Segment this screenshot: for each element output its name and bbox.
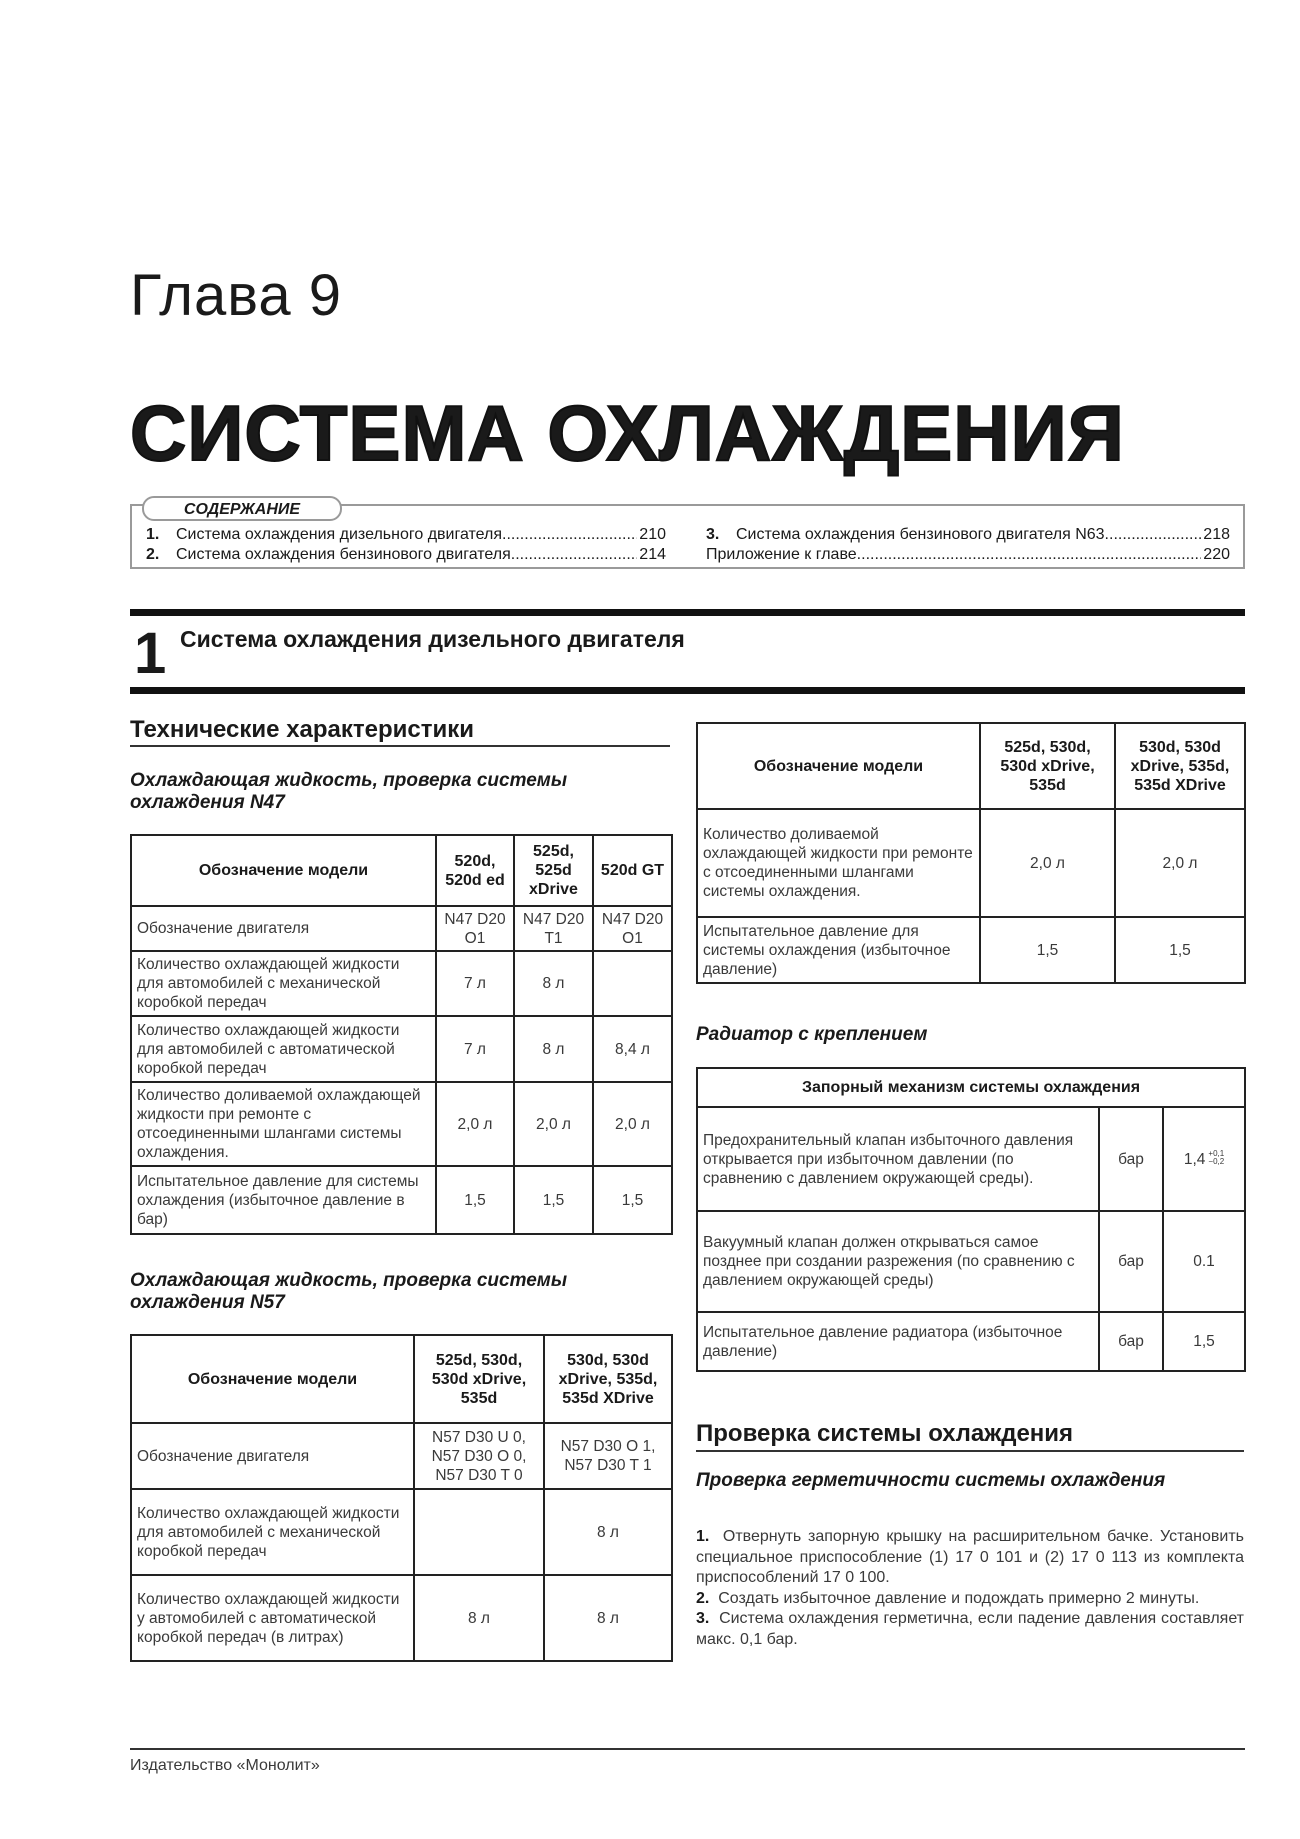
heading-rule: [130, 745, 670, 747]
table-cell: N47 D20 T1: [514, 906, 593, 951]
table-row: [131, 951, 672, 1016]
table-row: [697, 1312, 1245, 1371]
toc-dots: [502, 526, 637, 544]
check-heading: Проверка системы охлаждения: [696, 1420, 1074, 1447]
table-cell: 2,0 л: [1115, 809, 1245, 917]
table-row: [697, 1107, 1245, 1211]
table-cell: Обозначение двигателя: [131, 1423, 414, 1489]
table-row: [131, 1082, 672, 1166]
step: [696, 1527, 1244, 1589]
table-row: [697, 917, 1245, 983]
table-header-cell: 525d, 530d, 530d xDrive, 535d: [980, 723, 1115, 809]
table-row: [131, 906, 672, 951]
table-header-cell: 520d GT: [593, 835, 672, 906]
table-header-cell: 520d, 520d ed: [436, 835, 514, 906]
table-header-cell: 530d, 530d xDrive, 535d, 535d XDrive: [1115, 723, 1245, 809]
table-cell: Количество доливаемой охлаждающей жидкости при ремонте с отсоединенными шлангами системы охлаждения.: [697, 809, 980, 917]
n47-heading: Охлаждающая жидкость, проверка системы охлаждения N47: [130, 770, 568, 813]
table-row: [131, 1489, 672, 1575]
contents-label: СОДЕРЖАНИЕ: [142, 496, 342, 521]
table-header-cell: 525d, 525d xDrive: [514, 835, 593, 906]
step-number: 3.: [696, 1610, 710, 1627]
toc-item-page: 210: [639, 526, 666, 543]
table-cell: 7 л: [436, 951, 514, 1016]
table-cell: Количество доливаемой охлаждающей жидкости при ремонте с отсоединенными шлангами системы охлаждения.: [131, 1082, 436, 1166]
check-subheading: Проверка герметичности системы охлаждения: [696, 1470, 1166, 1491]
section-rule-top: [130, 609, 1245, 616]
toc-item-text: Система охлаждения бензинового двигателя: [176, 546, 511, 563]
table-cell: Количество охлаждающей жидкости у автомобилей с автоматической коробкой передач (в литрах): [131, 1575, 414, 1661]
toc-dots: [1105, 526, 1202, 544]
toc-item[interactable]: [706, 526, 1230, 544]
step-number: 2.: [696, 1589, 710, 1607]
table-cell: Количество охлаждающей жидкости для автомобилей с автоматической коробкой передач: [131, 1016, 436, 1082]
n57-heading: Охлаждающая жидкость, проверка системы охлаждения N57: [130, 1270, 568, 1313]
section-number: 1: [134, 621, 167, 686]
table-cell: 8 л: [544, 1489, 672, 1575]
toc-item-number: 3.: [706, 526, 720, 543]
toc-item-page: 218: [1203, 526, 1230, 543]
n57-table: [130, 1334, 673, 1662]
step-text: Система охлаждения герметична, если падение давления составляет макс. 0,1 бар.: [696, 1610, 1245, 1648]
toc-item-text: Система охлаждения дизельного двигателя: [176, 526, 503, 543]
table-cell: Испытательное давление радиатора (избыточное давление): [697, 1312, 1099, 1371]
table-cell-value: 1,5: [1163, 1312, 1245, 1371]
tech-heading: Технические характеристики: [130, 716, 475, 743]
table-cell: 1,5: [980, 917, 1115, 983]
table-cell: 7 л: [436, 1016, 514, 1082]
table-title: Запорный механизм системы охлаждения: [697, 1068, 1245, 1107]
step-text: Отвернуть запорную крышку на расширительном бачке. Установить специальное приспособление (1) 17 0 101 и (2) 17 0 113 из комплекта приспособлений 17 0 100.: [696, 1528, 1245, 1586]
table-cell: Вакуумный клапан должен открываться самое позднее при создании разрежения (по сравнению с давлением окружающей среды): [697, 1211, 1099, 1312]
toc-item[interactable]: [706, 546, 1230, 564]
table-cell-unit: бар: [1099, 1107, 1163, 1211]
toc-item-number: 1.: [146, 526, 160, 543]
table-row: [697, 809, 1245, 917]
table-cell: [593, 951, 672, 1016]
model-table-right: [696, 722, 1246, 984]
tolerance: [1208, 1150, 1224, 1166]
table-cell-value: 0.1: [1163, 1211, 1245, 1312]
radiator-table: [696, 1067, 1246, 1372]
table-cell: 8,4 л: [593, 1016, 672, 1082]
toc-item-page: 220: [1203, 546, 1230, 563]
tolerance-plus: +0,1: [1208, 1148, 1225, 1158]
footer-publisher: Издательство «Монолит»: [130, 1757, 320, 1774]
section-title: Система охлаждения дизельного двигателя: [180, 626, 685, 652]
table-cell: 8 л: [414, 1575, 544, 1661]
table-cell: Количество охлаждающей жидкости для автомобилей с механической коробкой передач: [131, 951, 436, 1016]
table-header-cell: Обозначение модели: [131, 1335, 414, 1423]
toc-item[interactable]: [146, 546, 666, 564]
table-row: [697, 1211, 1245, 1312]
table-cell: 2,0 л: [514, 1082, 593, 1166]
heading-rule: [696, 1450, 1244, 1452]
step: [696, 1609, 1244, 1650]
table-cell: N47 D20 O1: [436, 906, 514, 951]
table-cell-value: [1163, 1107, 1245, 1211]
table-cell: 8 л: [514, 1016, 593, 1082]
table-header-cell: 525d, 530d, 530d xDrive, 535d: [414, 1335, 544, 1423]
radiator-heading: Радиатор с креплением: [696, 1024, 928, 1045]
toc-item-text: Система охлаждения бензинового двигателя N63: [736, 526, 1105, 543]
footer-rule: [130, 1748, 1245, 1750]
table-cell: 2,0 л: [593, 1082, 672, 1166]
table-cell-unit: бар: [1099, 1312, 1163, 1371]
chapter-label: Глава 9: [130, 263, 343, 328]
table-header-cell: 530d, 530d xDrive, 535d, 535d XDrive: [544, 1335, 672, 1423]
step-number: 1.: [696, 1528, 710, 1545]
table-cell: Предохранительный клапан избыточного давления открывается при избыточном давлении (по сравнению с давлением окружающей среды).: [697, 1107, 1099, 1211]
table-cell: [414, 1489, 544, 1575]
table-cell: Испытательное давление для системы охлаждения (избыточное давление в бар): [131, 1166, 436, 1234]
toc-item-page: 214: [639, 546, 666, 563]
table-cell: 1,5: [514, 1166, 593, 1234]
table-cell: N47 D20 O1: [593, 906, 672, 951]
table-cell: 1,5: [436, 1166, 514, 1234]
toc-item[interactable]: [146, 526, 666, 544]
table-header-cell: Обозначение модели: [131, 835, 436, 906]
table-cell: Испытательное давление для системы охлаждения (избыточное давление): [697, 917, 980, 983]
tolerance-minus: −0,2: [1208, 1156, 1225, 1166]
table-cell: 8 л: [544, 1575, 672, 1661]
n47-table: [130, 834, 673, 1235]
step-text: Создать избыточное давление и подождать примерно 2 минуты.: [718, 1589, 1200, 1607]
table-row: [131, 1575, 672, 1661]
table-cell: 2,0 л: [980, 809, 1115, 917]
table-cell: Обозначение двигателя: [131, 906, 436, 951]
table-cell: Количество охлаждающей жидкости для автомобилей с механической коробкой передач: [131, 1489, 414, 1575]
toc-item-text: Приложение к главе: [706, 546, 857, 563]
table-row: [131, 1166, 672, 1234]
table-cell: 1,5: [593, 1166, 672, 1234]
toc-item-number: 2.: [146, 546, 160, 563]
table-row: [131, 1423, 672, 1489]
table-cell: 8 л: [514, 951, 593, 1016]
toc-dots: [857, 546, 1202, 564]
step: [696, 1589, 1244, 1610]
table-cell: 2,0 л: [436, 1082, 514, 1166]
table-cell-unit: бар: [1099, 1211, 1163, 1312]
table-header-cell: Обозначение модели: [697, 723, 980, 809]
section-rule-bottom: [130, 687, 1245, 694]
table-row: [131, 1016, 672, 1082]
table-cell: N57 D30 U 0, N57 D30 O 0, N57 D30 T 0: [414, 1423, 544, 1489]
page-title: СИСТЕМА ОХЛАЖДЕНИЯ: [130, 389, 1125, 477]
check-steps: [696, 1527, 1244, 1650]
table-cell: N57 D30 O 1, N57 D30 T 1: [544, 1423, 672, 1489]
value-text: 1,4: [1183, 1150, 1206, 1168]
toc-dots: [511, 546, 638, 564]
table-cell: 1,5: [1115, 917, 1245, 983]
